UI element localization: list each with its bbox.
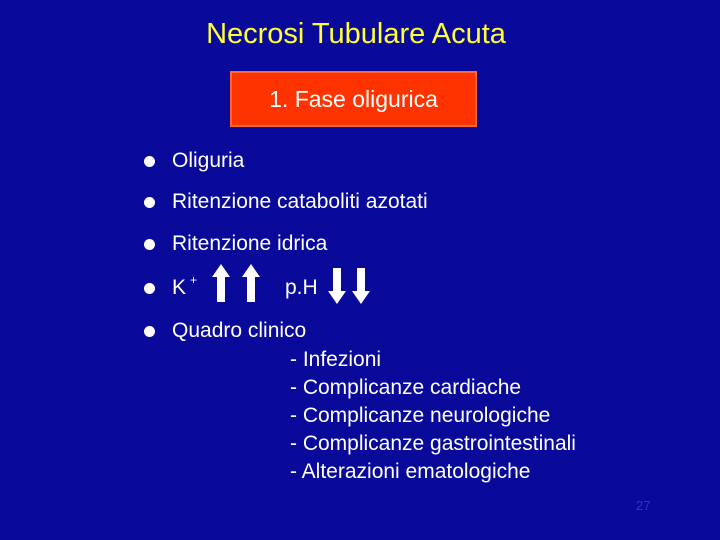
- bullet-dot-icon: [144, 326, 155, 337]
- list-item: - Complicanze gastrointestinali: [290, 432, 576, 455]
- potassium-superscript: +: [190, 273, 198, 287]
- bullet-text: Oliguria: [172, 149, 245, 172]
- bullet-ritenzione-idrica: [144, 229, 327, 259]
- down-arrow-icon: [352, 268, 370, 304]
- potassium-label: K: [172, 276, 187, 299]
- ph-item: [285, 273, 318, 303]
- bullet-ritenzione-cataboliti: [144, 187, 428, 217]
- bullet-dot-icon: [144, 239, 155, 250]
- up-arrow-icon: [242, 264, 260, 302]
- clinical-sublist: [290, 346, 576, 486]
- list-item: - Complicanze cardiache: [290, 376, 522, 399]
- bullet-electrolytes: [144, 273, 197, 303]
- slide-title: Necrosi Tubulare Acuta: [206, 18, 506, 50]
- list-item: - Infezioni: [290, 348, 382, 371]
- bullet-text: Ritenzione idrica: [172, 232, 328, 255]
- down-arrow-icon: [328, 268, 346, 304]
- up-arrow-icon: [212, 264, 230, 302]
- bullet-dot-icon: [144, 197, 155, 208]
- list-item: - Complicanze neurologiche: [290, 404, 551, 427]
- bullet-oliguria: [144, 146, 244, 176]
- phase-label: 1. Fase oligurica: [269, 85, 438, 112]
- bullet-quadro-clinico: [144, 316, 306, 346]
- double-down-arrow-icon: [326, 266, 374, 308]
- double-up-arrow-icon: [210, 262, 268, 304]
- bullet-dot-icon: [144, 283, 155, 294]
- phase-label-box: [230, 71, 477, 127]
- bullet-text: Ritenzione cataboliti azotati: [172, 190, 428, 213]
- bullet-text: Quadro clinico: [172, 319, 307, 342]
- list-item: - Alterazioni ematologiche: [290, 460, 531, 483]
- ph-label: p.H: [285, 276, 318, 299]
- page-number: 27: [636, 498, 651, 513]
- bullet-dot-icon: [144, 156, 155, 167]
